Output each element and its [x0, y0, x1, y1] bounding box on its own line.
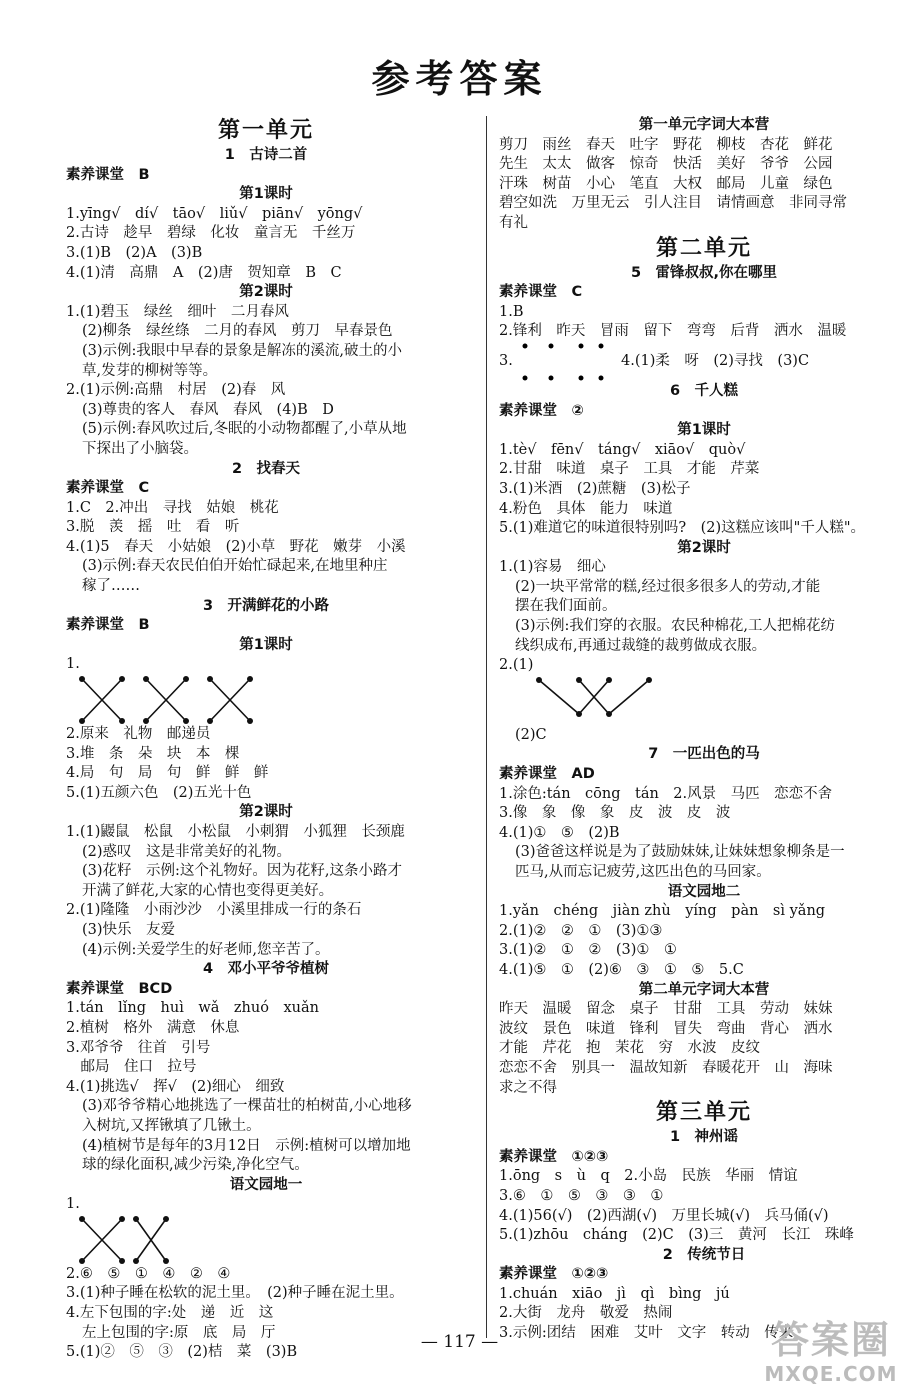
match-dot [163, 1216, 169, 1222]
match-dot [183, 718, 189, 724]
matching-row [499, 342, 909, 382]
match-dot [133, 1258, 139, 1264]
answer-line: 恋恋不舍 别具一 温故知新 春暖花开 山 海味 [499, 1059, 833, 1076]
match-dot [79, 1258, 85, 1264]
answer-line: 4.(1)柔 呀 (2)寻找 (3)C [621, 352, 810, 369]
match-dot [606, 711, 612, 717]
match-line [539, 680, 579, 714]
answer-line: (3)尊贵的客人 春风 春风 (4)B D [82, 401, 334, 418]
match-dot [79, 676, 85, 682]
answer-line: (5)示例:春风吹过后,冬眠的小动物都醒了,小草从地 [82, 421, 407, 438]
answer-line: 1.tè√ fēn√ táng√ xiāo√ quò√ [499, 441, 746, 458]
match-dot [79, 1216, 85, 1222]
answer-line: 3.⑥ ① ⑤ ③ ③ ① [499, 1187, 664, 1204]
answer-line: (2)柳条 绿丝绦 二月的春风 剪刀 早春景色 [82, 323, 393, 340]
match-dot [247, 676, 253, 682]
section-label: 素养课堂 AD [499, 766, 595, 783]
watermark-logo [746, 1318, 916, 1394]
match-dot [599, 375, 604, 380]
answer-line: 3.(1)米酒 (2)蔗糖 (3)松子 [499, 480, 691, 497]
answer-line: (2)惑叹 这是非常美好的礼物。 [82, 843, 292, 860]
answer-line: 求之不得 [499, 1079, 557, 1096]
answer-line: 1.涂色:tán cōng tán 2.风景 马匹 恋恋不舍 [499, 785, 833, 802]
answer-line: 2.植树 格外 满意 休息 [66, 1019, 240, 1036]
match-dot [599, 343, 604, 348]
answer-line: 1.tán lǐng huì wǎ zhuó xuǎn [66, 1000, 319, 1017]
answer-line: (3)邓爷爷精心地挑选了一棵苗壮的柏树苗,小心地移 [82, 1098, 412, 1115]
lesson-heading: 5 雷锋叔叔,你在哪里 [630, 264, 778, 281]
section-label: 素养课堂 ①②③ [499, 1266, 609, 1283]
answer-line: 4.(1)56(√) (2)西湖(√) 万里长城(√) 兵马俑(√) [499, 1207, 829, 1224]
answer-line: 邮局 住口 拉号 [66, 1059, 197, 1076]
answer-line: 入树坑,又挥锹填了几锹土。 [82, 1117, 261, 1134]
session-heading: 第1课时 [239, 636, 293, 653]
lesson-heading: 1 神州谣 [669, 1129, 739, 1146]
answer-line: 摆在我们面前。 [515, 598, 617, 615]
answer-line: (4)示例:关爱学生的好老师,您辛苦了。 [82, 941, 330, 958]
answer-line: 2.⑥ ⑤ ① ④ ② ④ [66, 1265, 231, 1282]
match-dot [143, 718, 149, 724]
session-heading: 第2课时 [677, 539, 731, 556]
section-label: 素养课堂 B [66, 617, 150, 634]
answer-line: 3.堆 条 朵 块 本 棵 [66, 745, 240, 762]
match-dot [549, 375, 554, 380]
answer-line: (2)一块平常常的糕,经过很多很多人的劳动,才能 [515, 578, 821, 595]
answer-line: 5.(1)② ⑤ ③ (2)桔 菜 (3)B [66, 1344, 298, 1361]
answer-line: 汗珠 树苗 小心 笔直 大权 邮局 儿童 绿色 [499, 175, 833, 192]
match-dot [523, 375, 528, 380]
match-dot [183, 676, 189, 682]
answer-line: 4.(1)清 高鼎 A (2)唐 贺知章 B C [66, 264, 342, 281]
answer-line: 1.(1)鼹鼠 松鼠 小松鼠 小刺猬 小狐狸 长颈鹿 [66, 824, 405, 840]
answer-line: 昨天 温暖 留念 桌子 甘甜 工具 劳动 妹妹 [499, 1001, 833, 1018]
section-label: 素养课堂 C [66, 480, 150, 497]
match-dot [549, 343, 554, 348]
answer-line: 开满了鲜花,大家的心情也变得更美好。 [82, 882, 334, 899]
answer-line: 1.chuán xiāo jì qì bìng jú [499, 1285, 730, 1302]
page-title: 参考答案 [371, 57, 548, 101]
section-label: 素养课堂 ①②③ [499, 1148, 609, 1165]
answer-line: 2.(1)② ② ① (3)①③ [499, 922, 663, 939]
answer-line: 3.(1)种子睡在松软的泥土里。 (2)种子睡在泥土里。 [66, 1285, 404, 1302]
answer-line: 4.(1)⑤ ① (2)⑥ ③ ① ⑤ 5.C [499, 961, 744, 978]
answer-line: 1. [66, 1196, 80, 1213]
match-dot [579, 375, 584, 380]
match-dot [606, 677, 612, 683]
answer-line: 1.(1)碧玉 绿丝 细叶 二月春风 [66, 303, 289, 320]
answer-line: 4.粉色 具体 能力 味道 [499, 500, 673, 517]
answer-line: 3.邓爷爷 往首 引号 [66, 1039, 211, 1056]
unit-heading: 第二单元 [655, 235, 752, 261]
lesson-heading: 1 古诗二首 [224, 147, 308, 163]
match-line [551, 346, 601, 378]
lesson-heading: 3 开满鲜花的小路 [202, 597, 330, 614]
watermark-main: 答案圈 [770, 1318, 891, 1362]
answer-line: 3. [499, 352, 513, 369]
answer-line: 3.(1)② ① ② (3)① ① [499, 942, 677, 959]
match-dot [79, 718, 85, 724]
section-label: 素养课堂 ② [499, 402, 584, 419]
answer-line: 3.像 象 像 象 皮 波 皮 波 [499, 805, 731, 822]
answer-line: 5.(1)难道它的味道很特别吗? (2)这糕应该叫"千人糕"。 [499, 520, 866, 537]
answer-line: 2.大街 龙舟 敬爱 热闹 [499, 1305, 673, 1322]
answer-line: 线织成布,再通过裁缝的裁剪做成衣服。 [515, 637, 767, 654]
answer-line: 3.脱 羡 摇 吐 看 听 [66, 519, 240, 536]
answer-line: 4.左下包围的字:处 递 近 这 [66, 1305, 274, 1322]
matching-diagram [66, 675, 306, 725]
match-dot [163, 1258, 169, 1264]
answer-line: 匹马,从而忘记疲劳,这匹出色的马回家。 [515, 864, 771, 880]
match-line [525, 346, 581, 378]
answer-line: (3)快乐 友爱 [82, 921, 176, 938]
answer-line: 2.古诗 趁早 碧绿 化妆 童言无 千丝万 [66, 225, 356, 242]
lesson-heading: 7 一匹出色的马 [648, 746, 760, 763]
match-dot [207, 718, 213, 724]
answer-line: 1.ōng s ù q 2.小岛 民族 华丽 情谊 [499, 1168, 798, 1185]
answer-line: 2.原来 礼物 邮递员 [66, 726, 211, 743]
match-line [609, 680, 649, 714]
match-dot [119, 676, 125, 682]
section-heading: 第二单元字词大本营 [638, 981, 770, 998]
answer-line: 3.(1)B (2)A (3)B [66, 244, 203, 261]
answer-line: 波纹 景色 味道 锋利 冒失 弯曲 背心 洒水 [499, 1020, 833, 1037]
session-heading: 第2课时 [239, 804, 293, 821]
answer-line: 球的绿化面积,减少污染,净化空气。 [82, 1157, 309, 1174]
answer-line: (3)花籽 示例:这个礼物好。因为花籽,这条小路才 [82, 863, 403, 880]
match-dot [536, 677, 542, 683]
right-column [499, 116, 909, 1344]
match-dot [119, 1258, 125, 1264]
match-dot [247, 718, 253, 724]
answer-line: 先生 太太 做客 惊奇 快活 美好 爷爷 公园 [499, 156, 833, 173]
answer-line: 剪刀 雨丝 春天 吐字 野花 柳枝 杏花 鲜花 [499, 136, 833, 153]
section-label: 素养课堂 B [66, 166, 150, 183]
answer-line: 1.yīng√ dí√ tāo√ liǔ√ piān√ yōng√ [66, 205, 363, 222]
answer-line: (3)示例:春天农民伯伯开始忙碌起来,在地里种庄 [82, 558, 388, 575]
column-divider [486, 116, 487, 1338]
unit-heading: 第一单元 [217, 118, 314, 143]
answer-line: 4.局 句 局 句 鲜 鲜 鲜 [66, 765, 269, 782]
match-dot [579, 343, 584, 348]
answer-line: 2.(1)示例:高鼎 村居 (2)春 风 [66, 382, 286, 399]
page-number: — 117 — [420, 1332, 499, 1352]
match-line [551, 346, 601, 378]
session-heading: 第1课时 [239, 186, 293, 203]
answer-line: 1.yǎn chéng jiàn zhù yíng pàn sì yǎng [499, 903, 826, 920]
answer-line: 下探出了小脑袋。 [82, 440, 198, 457]
answer-line: 2.(1)隆隆 小雨沙沙 小溪里排成一行的条石 [66, 902, 362, 919]
answer-line: 稼了…… [82, 578, 140, 595]
match-dot [119, 1216, 125, 1222]
answer-line: 5.(1)zhōu cháng (2)C (3)三 黄河 长江 珠峰 [499, 1227, 854, 1244]
answer-line: (2)C [515, 726, 547, 743]
answer-line: 3.示例:团结 困难 艾叶 文字 转动 传来 [499, 1325, 794, 1342]
match-dot [143, 676, 149, 682]
match-line [525, 346, 581, 378]
answer-line: 4.(1)挑选√ 挥√ (2)细心 细致 [66, 1078, 285, 1095]
matching-diagram [66, 1215, 306, 1265]
answer-line: 5.(1)五颜六色 (2)五光十色 [66, 784, 252, 801]
answer-line: 4.(1)5 春天 小姑娘 (2)小草 野花 嫩芽 小溪 [66, 538, 406, 555]
answer-line: 2.锋利 昨天 冒雨 留下 弯弯 后背 洒水 温暖 [499, 323, 847, 340]
match-dot [576, 711, 582, 717]
answer-line: 2.甘甜 味道 桌子 工具 才能 芹菜 [499, 461, 760, 478]
unit-heading: 第三单元 [655, 1100, 752, 1126]
answer-line: (4)植树节是每年的3月12日 示例:植树可以增加地 [82, 1137, 411, 1154]
lesson-heading: 4 邓小平爷爷植树 [202, 961, 330, 978]
left-column [66, 116, 466, 1363]
match-dot [119, 718, 125, 724]
lesson-heading: 6 千人糕 [669, 382, 739, 399]
section-label: 素养课堂 C [499, 284, 583, 301]
answer-line: 碧空如洗 万里无云 引人注目 请情画意 非同寻常 [499, 195, 847, 212]
answer-line: (3)示例:我眼中早春的景象是解冻的溪流,破土的小 [82, 342, 403, 359]
lesson-heading: 2 找春天 [231, 460, 301, 477]
section-heading: 语文园地二 [667, 883, 741, 900]
answer-line: (3)爸爸这样说是为了鼓励妹妹,让妹妹想象柳条是一 [515, 844, 845, 861]
section-label: 素养课堂 BCD [66, 980, 173, 997]
answer-line: 左上包围的字:原 底 局 厅 [82, 1324, 276, 1341]
answer-line: 1.B [499, 303, 524, 320]
match-dot [207, 676, 213, 682]
answer-line: 2.(1) [499, 657, 534, 674]
answer-line: 草,发芽的柳树等等。 [82, 362, 218, 379]
answer-line: 1. [66, 656, 80, 673]
match-dot [576, 677, 582, 683]
session-heading: 第2课时 [239, 284, 293, 301]
answer-line: 有礼 [499, 214, 528, 231]
section-heading: 语文园地一 [229, 1176, 303, 1193]
matching-diagram [521, 342, 611, 382]
matching-diagram [499, 676, 699, 726]
answer-line: 才能 芹花 抱 茉花 穷 水波 皮纹 [499, 1040, 760, 1057]
answer-line: 4.(1)① ⑤ (2)B [499, 824, 620, 841]
answer-line: 1.C 2.冲出 寻找 姑娘 桃花 [66, 499, 279, 516]
answer-line: 1.(1)容易 细心 [499, 559, 606, 576]
match-dot [523, 343, 528, 348]
lesson-heading: 2 传统节日 [662, 1246, 746, 1263]
answer-line: (3)示例:我们穿的衣服。农民种棉花,工人把棉花纺 [515, 618, 836, 635]
section-heading: 第一单元字词大本营 [638, 117, 770, 133]
match-dot [646, 677, 652, 683]
session-heading: 第1课时 [677, 422, 731, 439]
watermark-domain: MXQE.COM [764, 1362, 898, 1386]
match-dot [133, 1216, 139, 1222]
